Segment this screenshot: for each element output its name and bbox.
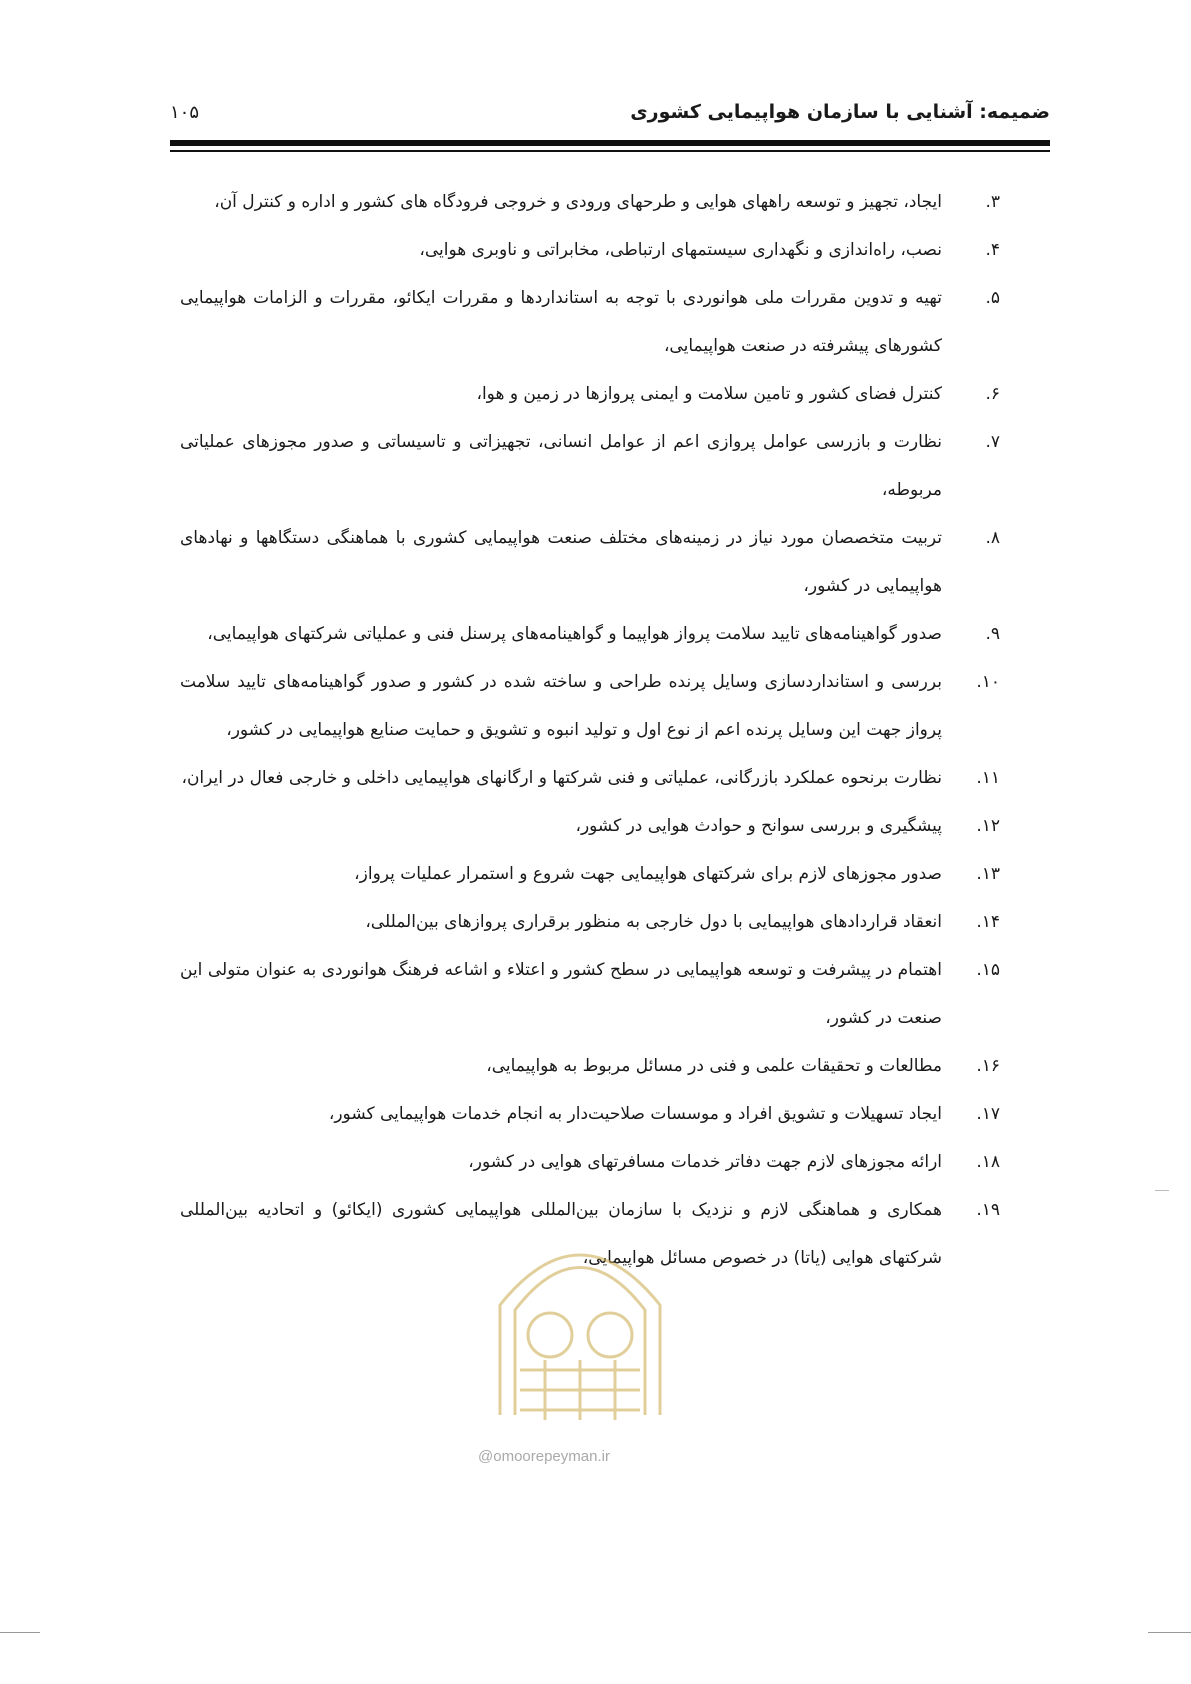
list-item (180, 274, 1000, 370)
list-item-text: انعقاد قراردادهای هواپیمایی با دول خارجی به منظور برقراری پروازهای بین‌المللی، (365, 912, 942, 932)
watermark-site: @omoorepeyman.ir (478, 1448, 610, 1465)
list-item (180, 370, 1000, 418)
list-item (180, 610, 1000, 658)
list-item-text: تهیه و تدوین مقررات ملی هوانوردی با توجه به استانداردها و مقررات ایکائو، مقررات و الزامات هواپیمایی کشورهای پیشرفته در صنعت هواپیمایی، (180, 288, 942, 356)
list-item-text: تربیت متخصصان مورد نیاز در زمینه‌های مختلف صنعت هواپیمایی کشوری با هماهنگی دستگاهها و نهادهای هواپیمایی در کشور، (180, 528, 942, 596)
list-item (180, 658, 1000, 754)
list-item-number: ۵. (985, 288, 1000, 308)
numbered-list (180, 178, 1000, 1282)
list-item (180, 514, 1000, 610)
list-item-number: ۱۲. (976, 816, 1000, 836)
list-item-number: ۴. (985, 240, 1000, 260)
list-item-number: ۱۱. (976, 768, 1000, 788)
list-item-number: ۸. (985, 528, 1000, 548)
list-item-text: نظارت برنحوه عملکرد بازرگانی، عملیاتی و فنی شرکتها و ارگانهای هواپیمایی داخلی و خارجی فعال در ایران، (181, 768, 942, 788)
list-item-number: ۱۴. (976, 912, 1000, 932)
list-item-number: ۳. (985, 192, 1000, 212)
list-item-text: صدور گواهینامه‌های تایید سلامت پرواز هواپیما و گواهینامه‌های پرسنل فنی و عملیاتی شرکتهای هواپیمایی، (207, 624, 942, 644)
list-item (180, 418, 1000, 514)
page-title: ضمیمه: آشنایی با سازمان هواپیمایی کشوری (630, 101, 1050, 123)
scan-artifact (1155, 1190, 1169, 1191)
list-item (180, 1090, 1000, 1138)
header-rule-thin (170, 150, 1050, 152)
list-item (180, 802, 1000, 850)
list-item-number: ۶. (985, 384, 1000, 404)
list-item-text: همکاری و هماهنگی لازم و نزدیک با سازمان بین‌المللی هواپیمایی کشوری (ایکائو) و اتحادیه بین‌المللی شرکتهای هوایی (یاتا) در خصوص مسائل هواپیمایی، (180, 1200, 942, 1268)
list-item (180, 1042, 1000, 1090)
list-item-number: ۱۵. (976, 960, 1000, 980)
list-item (180, 946, 1000, 1042)
list-item-text: نصب، راه‌اندازی و نگهداری سیستمهای ارتباطی، مخابراتی و ناوبری هوایی، (419, 240, 942, 260)
list-item (180, 898, 1000, 946)
list-item-number: ۷. (985, 432, 1000, 452)
list-item (180, 178, 1000, 226)
list-item-text: ارائه مجوزهای لازم جهت دفاتر خدمات مسافرتهای هوایی در کشور، (468, 1152, 942, 1172)
list-item-text: صدور مجوزهای لازم برای شرکتهای هواپیمایی جهت شروع و استمرار عملیات پرواز، (354, 864, 942, 884)
list-item (180, 1138, 1000, 1186)
list-item-number: ۱۳. (976, 864, 1000, 884)
list-item-text: کنترل فضای کشور و تامین سلامت و ایمنی پروازها در زمین و هوا، (476, 384, 942, 404)
list-item-number: ۱۷. (976, 1104, 1000, 1124)
list-item (180, 754, 1000, 802)
watermark-logo (480, 1215, 680, 1445)
list-item-number: ۱۹. (976, 1200, 1000, 1220)
list-item-text: اهتمام در پیشرفت و توسعه هواپیمایی در سطح کشور و اعتلاء و اشاعه فرهنگ هوانوردی به عنوان متولی این صنعت در کشور، (180, 960, 942, 1028)
list-item-number: ۱۸. (976, 1152, 1000, 1172)
scan-edge-mark (0, 1632, 40, 1633)
list-item-text: ایجاد، تجهیز و توسعه راههای هوایی و طرحهای ورودی و خروجی فرودگاه های کشور و اداره و کنترل آن، (214, 192, 942, 212)
header-rule-thick (170, 140, 1050, 146)
list-item-text: پیشگیری و بررسی سوانح و حوادث هوایی در کشور، (575, 816, 942, 836)
list-item-text: مطالعات و تحقیقات علمی و فنی در مسائل مربوط به هواپیمایی، (486, 1056, 942, 1076)
page-number: ۱۰۵ (170, 101, 200, 123)
list-item-number: ۹. (985, 624, 1000, 644)
list-item-text: بررسی و استانداردسازی وسایل پرنده طراحی و ساخته شده در کشور و صدور گواهینامه‌های تایید سلامت پرواز جهت این وسایل پرنده اعم از نوع اول و تولید انبوه و تشویق و حمایت صنایع هواپیمایی در کشور، (180, 672, 942, 740)
list-item-text: نظارت و بازرسی عوامل پروازی اعم از عوامل انسانی، تجهیزاتی و تاسیساتی و صدور مجوزهای عملیاتی مربوطه، (180, 432, 942, 500)
list-item-number: ۱۰. (976, 672, 1000, 692)
list-item-number: ۱۶. (976, 1056, 1000, 1076)
list-item (180, 850, 1000, 898)
list-item-text: ایجاد تسهیلات و تشویق افراد و موسسات صلاحیت‌دار به انجام خدمات هواپیمایی کشور، (328, 1104, 942, 1124)
page-header (170, 92, 1050, 132)
scan-edge-mark (1148, 1632, 1191, 1633)
list-item (180, 226, 1000, 274)
